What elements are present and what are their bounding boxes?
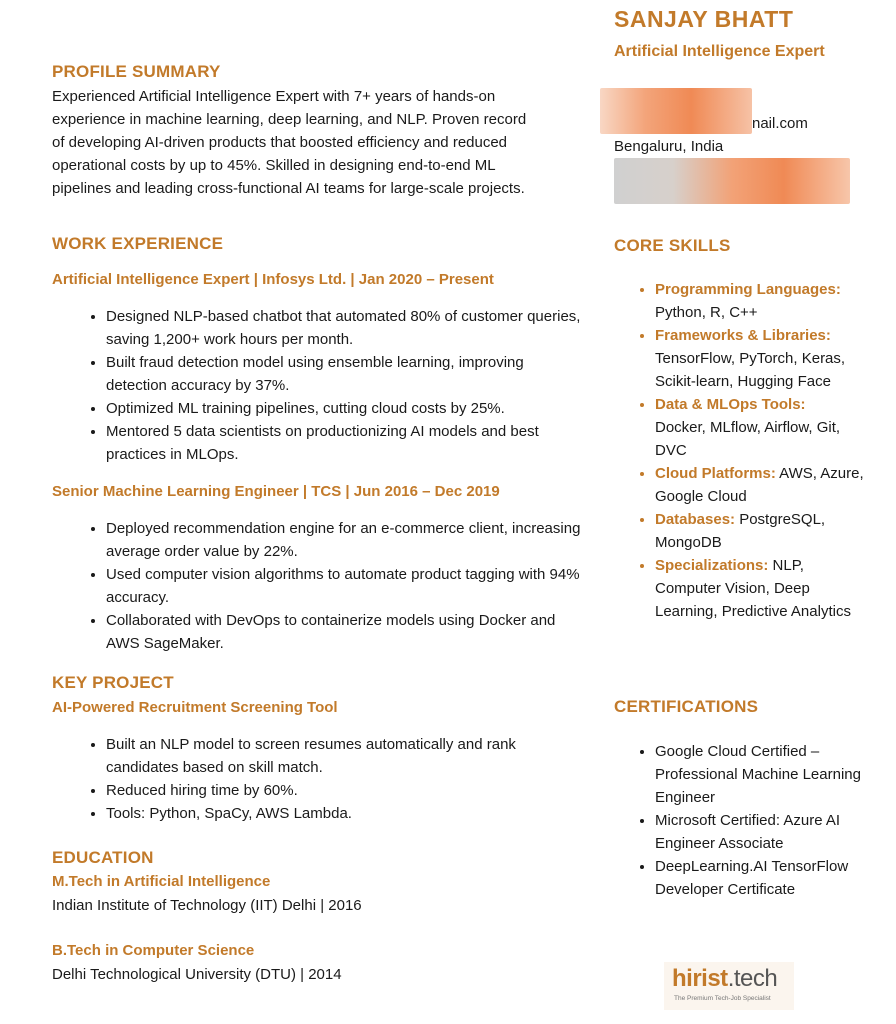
skill-value: Docker, MLflow, Airflow, Git, DVC [655,419,841,459]
candidate-name: SANJAY BHATT [614,6,794,32]
skill-item [655,278,870,324]
certification-item: • Google Cloud Certified – Professional Machine Learning Engineer [655,740,870,809]
profile-line: operational costs by up to 45%. Skilled in designing end-to-end ML [52,157,496,174]
job-bullet: • Collaborated with DevOps to containerize models using Docker and AWS SageMaker. [106,609,584,655]
logo-tagline: The Premium Tech-Job Specialist [674,995,771,1002]
project-title: AI-Powered Recruitment Screening Tool [52,699,338,716]
school-iit: Indian Institute of Technology (IIT) Delhi | 2016 [52,897,362,914]
skill-label: Frameworks & Libraries: [655,327,831,344]
candidate-title: Artificial Intelligence Expert [614,43,825,60]
skill-item [655,462,870,508]
degree-mtech: M.Tech in Artificial Intelligence [52,873,271,890]
job-bullets-tcs [80,517,584,655]
skill-item [655,508,870,554]
profile-line: pipelines and leading cross-functional AI teams for large-scale projects. [52,180,525,197]
certifications-list [629,740,870,901]
skill-label: Databases: [655,511,736,528]
logo-wordmark [672,965,777,993]
profile-line: of developing AI-driven products that boosted efficiency and reduced [52,134,508,151]
location-text: Bengaluru, India [614,138,724,155]
key-project-heading: KEY PROJECT [52,673,174,692]
job-bullets-infosys [80,305,584,466]
education-heading: EDUCATION [52,848,154,867]
skill-value: AWS, Azure, Google Cloud [655,465,864,505]
job-title-infosys: Artificial Intelligence Expert | Infosys Ltd. | Jan 2020 – Present [52,271,494,288]
job-bullet: • Built fraud detection model using ensemble learning, improving detection accuracy by 37%. [106,351,584,397]
skills-list [629,278,870,623]
redacted-email-block [600,88,752,134]
skill-label: Specializations: [655,557,769,574]
job-bullet: • Deployed recommendation engine for an e-commerce client, increasing average order value by 22%. [106,517,584,563]
skill-label: Cloud Platforms: [655,465,776,482]
skill-value: NLP, Computer Vision, Deep Learning, Predictive Analytics [655,557,851,620]
skill-label: Data & MLOps Tools: [655,396,806,413]
profile-line: experience in machine learning, deep learning, and NLP. Proven record [52,111,527,128]
school-dtu: Delhi Technological University (DTU) | 2014 [52,966,342,983]
project-bullet: • Built an NLP model to screen resumes automatically and rank candidates based on skill match. [106,733,584,779]
certification-item: • DeepLearning.AI TensorFlow Developer Certificate [655,855,870,901]
skill-label: Programming Languages: [655,281,841,298]
skill-value: PostgreSQL, MongoDB [655,511,826,551]
profile-line: Experienced Artificial Intelligence Expert with 7+ years of hands-on [52,88,496,105]
job-title-tcs: Senior Machine Learning Engineer | TCS | Jun 2016 – Dec 2019 [52,483,500,500]
email-text: nail.com [752,115,808,132]
hirist-tech-logo [664,962,794,1010]
logo-word: hirist [672,965,728,992]
certification-item: • Microsoft Certified: Azure AI Engineer Associate [655,809,870,855]
work-experience-heading: WORK EXPERIENCE [52,234,224,253]
skill-value: Python, R, C++ [655,304,758,321]
job-bullet: • Used computer vision algorithms to automate product tagging with 94% accuracy. [106,563,584,609]
job-bullet: • Optimized ML training pipelines, cutting cloud costs by 25%. [106,397,584,420]
skill-value: TensorFlow, PyTorch, Keras, Scikit-learn, Hugging Face [655,350,846,390]
project-bullet: • Tools: Python, SpaCy, AWS Lambda. [106,802,584,825]
logo-tld: .tech [727,965,778,992]
profile-summary-heading: PROFILE SUMMARY [52,62,221,81]
project-bullets [80,733,584,825]
redacted-phone-block [614,158,850,204]
job-bullet: • Designed NLP-based chatbot that automated 80% of customer queries, saving 1,200+ work hours per month. [106,305,584,351]
skill-item [655,393,870,462]
project-bullet: • Reduced hiring time by 60%. [106,779,584,802]
core-skills-heading: CORE SKILLS [614,236,731,255]
degree-btech: B.Tech in Computer Science [52,942,255,959]
profile-summary-text [52,85,592,200]
certifications-heading: CERTIFICATIONS [614,697,759,716]
skill-item [655,324,870,393]
job-bullet: • Mentored 5 data scientists on productionizing AI models and best practices in MLOps. [106,420,584,466]
skill-item [655,554,870,623]
